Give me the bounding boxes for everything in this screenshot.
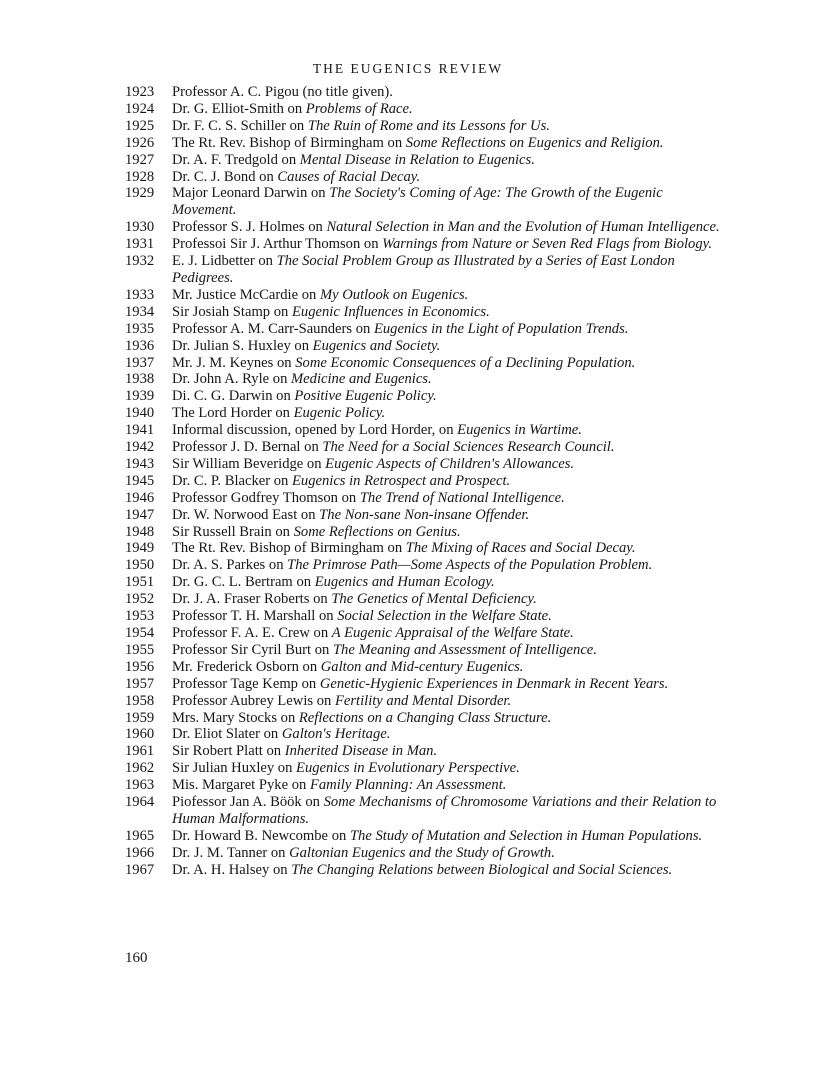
- entry-speaker: Dr. C. P. Blacker: [172, 472, 271, 489]
- entry-separator: on: [285, 117, 308, 134]
- entry-year: 1942: [125, 439, 155, 456]
- entry-title: Eugenics in Wartime.: [457, 422, 582, 439]
- list-item: [125, 371, 725, 388]
- list-item: [125, 726, 725, 743]
- list-item: [125, 152, 725, 169]
- entry-year: 1931: [125, 236, 155, 253]
- entry-year: 1939: [125, 388, 155, 405]
- entry-year: 1953: [125, 608, 155, 625]
- entry-speaker: Sir Josiah Stamp: [172, 303, 271, 320]
- entry-separator: on: [360, 236, 383, 253]
- entry-title: Problems of Race.: [305, 100, 413, 117]
- list-item: [125, 693, 725, 710]
- entry-text: [172, 355, 725, 372]
- entry-title: The Meaning and Assessment of Intelligence.: [332, 641, 597, 658]
- entry-title: The Mixing of Races and Social Decay.: [405, 540, 636, 557]
- entry-speaker: Dr. John A. Ryle: [172, 371, 270, 388]
- entry-separator: on: [270, 472, 292, 489]
- entry-separator: on: [269, 861, 292, 878]
- entry-text: [172, 659, 725, 676]
- list-item: [125, 794, 725, 828]
- entry-title: Some Mechanisms of Chromosome Variations and their Relation to Human Malformations.: [172, 794, 717, 827]
- entry-separator: on: [298, 658, 321, 675]
- entry-separator: on: [255, 168, 278, 185]
- entry-text: [172, 676, 725, 693]
- entry-separator: on: [303, 455, 326, 472]
- entry-title: Eugenics and Society.: [312, 337, 441, 354]
- entry-year: 1935: [125, 320, 155, 337]
- list-item: [125, 304, 725, 321]
- entry-title: Eugenics and Human Ecology.: [314, 574, 495, 591]
- entry-title: Causes of Racial Decay.: [277, 168, 421, 185]
- entry-year: 1933: [125, 286, 155, 303]
- entry-title: Some Economic Consequences of a Declining Population.: [295, 354, 636, 371]
- entry-text: [172, 557, 725, 574]
- entry-separator: on: [265, 557, 288, 574]
- entry-speaker: E. J. Lidbetter: [172, 253, 255, 270]
- list-item: [125, 490, 725, 507]
- entry-text: [172, 185, 725, 219]
- entry-separator: on: [383, 134, 406, 151]
- entry-text: [172, 253, 725, 287]
- entry-title: The Non-sane Non-insane Offender.: [319, 506, 530, 523]
- entry-year: 1956: [125, 658, 155, 675]
- entry-text: [172, 304, 725, 321]
- list-item: [125, 439, 725, 456]
- entry-text: [172, 507, 725, 524]
- entry-separator: on: [283, 100, 306, 117]
- entry-year: 1952: [125, 591, 155, 608]
- entry-year: 1961: [125, 743, 155, 760]
- entry-speaker: The Lord Horder: [172, 405, 272, 422]
- entry-speaker: Professor J. D. Bernal: [172, 439, 301, 456]
- entry-text: [172, 760, 725, 777]
- entry-speaker: Professor S. J. Holmes: [172, 219, 305, 236]
- entry-title: The Ruin of Rome and its Lessons for Us.: [307, 117, 550, 134]
- list-item: [125, 388, 725, 405]
- entry-text: [172, 524, 725, 541]
- entry-separator: on: [301, 794, 324, 811]
- entry-year: 1945: [125, 472, 155, 489]
- entry-speaker: Di. C. G. Darwin: [172, 388, 273, 405]
- entry-separator: on: [304, 219, 327, 236]
- entry-separator: on: [307, 185, 330, 202]
- entry-separator: on: [297, 506, 320, 523]
- entry-text: [172, 405, 725, 422]
- entry-year: 1923: [125, 84, 155, 100]
- entry-speaker: Professor Aubrey Lewis: [172, 692, 314, 709]
- entry-text: [172, 490, 725, 507]
- entry-separator: on: [309, 625, 332, 641]
- entry-separator: on: [254, 253, 277, 270]
- list-item: [125, 118, 725, 135]
- list-item: [125, 862, 725, 879]
- entry-speaker: Sir William Beveridge: [172, 455, 304, 472]
- entry-text: [172, 473, 725, 490]
- entry-title: Mental Disease in Relation to Eugenics.: [299, 151, 535, 168]
- entry-title: Natural Selection in Man and the Evolution of Human Intelligence.: [326, 219, 720, 236]
- list-item: [125, 777, 725, 794]
- entry-text: [172, 828, 725, 845]
- entry-text: [172, 219, 725, 236]
- entry-year: 1930: [125, 219, 155, 236]
- list-item: [125, 236, 725, 253]
- entry-speaker: Professor A. M. Carr-Saunders: [172, 320, 353, 337]
- entry-year: 1966: [125, 844, 155, 861]
- entry-title: Galtonian Eugenics and the Study of Growth.: [289, 844, 555, 861]
- list-item: [125, 625, 725, 642]
- entry-separator: on: [271, 523, 294, 540]
- entry-title: Medicine and Eugenics.: [291, 371, 432, 388]
- list-item: [125, 405, 725, 422]
- list-item: [125, 524, 725, 541]
- entry-separator: on: [273, 354, 296, 371]
- list-item: [125, 591, 725, 608]
- entry-title: Eugenic Aspects of Children's Allowances.: [325, 455, 575, 472]
- entry-separator: on: [270, 303, 292, 320]
- entry-year: 1925: [125, 117, 155, 134]
- list-item: [125, 253, 725, 287]
- entry-separator: on: [311, 641, 333, 658]
- entry-separator: on: [259, 726, 282, 743]
- entry-separator: on: [300, 439, 323, 456]
- entry-text: [172, 84, 725, 101]
- entry-text: [172, 371, 725, 388]
- entry-separator: on: [292, 574, 315, 591]
- entry-title: Eugenic Influences in Economics.: [292, 303, 490, 320]
- entry-title: Some Reflections on Eugenics and Religion.: [405, 134, 664, 151]
- entry-separator: on: [288, 777, 310, 794]
- entry-speaker: Mr. J. M. Keynes: [172, 354, 274, 371]
- entry-title: Eugenics in the Light of Population Trends.: [373, 320, 629, 337]
- list-item: [125, 507, 725, 524]
- entry-year: 1955: [125, 641, 155, 658]
- entry-text: [172, 862, 725, 879]
- entry-speaker: Sir Julian Huxley: [172, 760, 275, 777]
- entry-separator: on: [309, 591, 332, 608]
- list-item: [125, 185, 725, 219]
- entry-speaker: The Rt. Rev. Bishop of Birmingham: [172, 134, 384, 151]
- entry-title: A Eugenic Appraisal of the Welfare State.: [331, 625, 574, 641]
- list-item: [125, 84, 725, 101]
- entry-speaker: Dr. Eliot Slater: [172, 726, 260, 743]
- entry-speaker: Sir Robert Platt: [172, 743, 263, 760]
- entry-year: 1950: [125, 557, 155, 574]
- entry-text: [172, 794, 725, 828]
- entry-speaker: Dr. A. F. Tredgold: [172, 151, 278, 168]
- entry-speaker: Professoi Sir J. Arthur Thomson: [172, 236, 361, 253]
- entry-speaker: Dr. Howard B. Newcombe: [172, 827, 329, 844]
- entry-text: [172, 388, 725, 405]
- entry-text: [172, 574, 725, 591]
- entry-text: [172, 726, 725, 743]
- entry-text: [172, 591, 725, 608]
- entry-text: [172, 456, 725, 473]
- entry-year: 1957: [125, 675, 155, 692]
- entry-year: 1932: [125, 253, 155, 270]
- list-item: [125, 659, 725, 676]
- entry-year: 1934: [125, 303, 155, 320]
- entry-title: The Genetics of Mental Deficiency.: [331, 591, 537, 608]
- list-item: [125, 608, 725, 625]
- entry-title: Some Reflections on Genius.: [293, 523, 461, 540]
- entry-title: Fertility and Mental Disorder.: [334, 692, 512, 709]
- entry-speaker: Mis. Margaret Pyke: [172, 777, 289, 794]
- list-item: [125, 710, 725, 727]
- entry-separator: on: [297, 675, 320, 692]
- entry-separator: on: [271, 405, 294, 422]
- entry-year: 1947: [125, 506, 155, 523]
- entry-separator: on: [313, 692, 335, 709]
- entry-separator: on: [298, 286, 320, 303]
- list-item: [125, 135, 725, 152]
- entry-year: 1928: [125, 168, 155, 185]
- entry-separator: on: [352, 320, 374, 337]
- entry-year: 1941: [125, 422, 155, 439]
- entry-text: [172, 845, 725, 862]
- entry-text: [172, 642, 725, 659]
- entry-year: 1943: [125, 455, 155, 472]
- list-item: [125, 540, 725, 557]
- entry-speaker: Informal discussion, opened by Lord Horder,: [172, 422, 436, 439]
- entry-title: Reflections on a Changing Class Structure.: [298, 709, 552, 726]
- entry-title: The Society's Coming of Age: The Growth of the Eugenic Movement.: [172, 185, 663, 219]
- list-item: [125, 760, 725, 777]
- entry-year: 1951: [125, 574, 155, 591]
- entry-text: [172, 321, 725, 338]
- entry-speaker: Dr. Julian S. Huxley: [172, 337, 291, 354]
- entry-text: [172, 169, 725, 186]
- entry-title: Eugenic Policy.: [293, 405, 386, 422]
- entry-year: 1929: [125, 185, 155, 202]
- entry-speaker: Dr. A. S. Parkes: [172, 557, 266, 574]
- entry-speaker: Sir Russell Brain: [172, 523, 272, 540]
- entry-year: 1936: [125, 337, 155, 354]
- entry-year: 1924: [125, 100, 155, 117]
- entry-title: My Outlook on Eugenics.: [319, 286, 469, 303]
- list-item: [125, 828, 725, 845]
- list-item: [125, 845, 725, 862]
- entry-title: Eugenics in Retrospect and Prospect.: [291, 472, 511, 489]
- entry-title: The Need for a Social Sciences Research Council.: [322, 439, 615, 456]
- entry-title: Warnings from Nature or Seven Red Flags from Biology.: [382, 236, 712, 253]
- entry-year: 1967: [125, 861, 155, 878]
- entry-speaker: Mr. Frederick Osborn: [172, 658, 299, 675]
- entry-text: [172, 439, 725, 456]
- entry-speaker: Professor A. C. Pigou (no title given).: [172, 84, 393, 100]
- entry-separator: on: [290, 337, 313, 354]
- entry-text: [172, 118, 725, 135]
- page-number: 160: [125, 950, 148, 966]
- entry-text: [172, 236, 725, 253]
- entry-text: [172, 540, 725, 557]
- entry-separator: on: [274, 760, 297, 777]
- entry-speaker: Major Leonard Darwin: [172, 185, 308, 202]
- entry-year: 1962: [125, 760, 155, 777]
- entry-separator: on: [272, 388, 295, 405]
- entry-title: Family Planning: An Assessment.: [309, 777, 507, 794]
- entry-separator: on: [383, 540, 406, 557]
- entry-speaker: Dr. G. C. L. Bertram: [172, 574, 293, 591]
- entry-speaker: Dr. J. A. Fraser Roberts: [172, 591, 310, 608]
- lecture-list: [125, 84, 725, 879]
- entry-text: [172, 777, 725, 794]
- entry-text: [172, 152, 725, 169]
- entry-year: 1954: [125, 625, 155, 641]
- entry-text: [172, 710, 725, 727]
- entry-speaker: Dr. G. Elliot-Smith: [172, 100, 284, 117]
- entry-separator: on: [269, 371, 292, 388]
- entry-title: Social Selection in the Welfare State.: [337, 608, 552, 625]
- entry-speaker: Dr. C. J. Bond: [172, 168, 256, 185]
- entry-year: 1938: [125, 371, 155, 388]
- list-item: [125, 321, 725, 338]
- running-header: THE EUGENICS REVIEW: [312, 61, 504, 76]
- entry-text: [172, 101, 725, 118]
- entry-text: [172, 743, 725, 760]
- entry-speaker: Professor T. H. Marshall: [172, 608, 316, 625]
- list-item: [125, 169, 725, 186]
- entry-separator: on: [277, 151, 300, 168]
- entry-title: The Trend of National Intelligence.: [359, 489, 565, 506]
- list-item: [125, 287, 725, 304]
- entry-speaker: Professor F. A. E. Crew: [172, 625, 310, 641]
- entry-year: 1927: [125, 151, 155, 168]
- entry-title: Galton's Heritage.: [281, 726, 391, 743]
- entry-separator: on: [435, 422, 458, 439]
- entry-title: Eugenics in Evolutionary Perspective.: [296, 760, 520, 777]
- entry-speaker: Dr. W. Norwood East: [172, 506, 298, 523]
- entry-title: Galton and Mid-century Eugenics.: [320, 658, 524, 675]
- entry-title: The Changing Relations between Biological and Social Sciences.: [291, 861, 673, 878]
- entry-text: [172, 422, 725, 439]
- list-item: [125, 422, 725, 439]
- entry-title: Inherited Disease in Man.: [284, 743, 438, 760]
- entry-title: The Social Problem Group as Illustrated by a Series of East London Pedigrees.: [172, 253, 675, 286]
- entry-text: [172, 608, 725, 625]
- entry-year: 1963: [125, 777, 155, 794]
- entry-year: 1937: [125, 354, 155, 371]
- entry-year: 1948: [125, 523, 155, 540]
- entry-year: 1926: [125, 134, 155, 151]
- entry-speaker: Piofessor Jan A. Böök: [172, 794, 302, 811]
- list-item: [125, 574, 725, 591]
- entry-separator: on: [277, 709, 299, 726]
- entry-text: [172, 625, 725, 642]
- entry-speaker: Dr. J. M. Tanner: [172, 844, 268, 861]
- entry-year: 1959: [125, 709, 155, 726]
- entry-year: 1946: [125, 489, 155, 506]
- entry-title: Positive Eugenic Policy.: [294, 388, 437, 405]
- entry-year: 1960: [125, 726, 155, 743]
- entry-text: [172, 338, 725, 355]
- entry-speaker: Dr. A. H. Halsey: [172, 861, 270, 878]
- list-item: [125, 743, 725, 760]
- entry-separator: on: [267, 844, 290, 861]
- entry-year: 1958: [125, 692, 155, 709]
- entry-title: Genetic-Hygienic Experiences in Denmark in Recent Years.: [319, 675, 669, 692]
- entry-text: [172, 287, 725, 304]
- entry-separator: on: [337, 489, 360, 506]
- entry-separator: on: [315, 608, 338, 625]
- entry-speaker: Mrs. Mary Stocks: [172, 709, 277, 726]
- entry-separator: on: [262, 743, 285, 760]
- list-item: [125, 338, 725, 355]
- entry-title: The Study of Mutation and Selection in Human Populations.: [349, 827, 703, 844]
- entry-title: The Primrose Path—Some Aspects of the Population Problem.: [287, 557, 653, 574]
- entry-speaker: Professor Tage Kemp: [172, 675, 298, 692]
- entry-year: 1940: [125, 405, 155, 422]
- list-item: [125, 557, 725, 574]
- list-item: [125, 456, 725, 473]
- list-item: [125, 642, 725, 659]
- entry-speaker: Professor Sir Cyril Burt: [172, 641, 312, 658]
- list-item: [125, 676, 725, 693]
- entry-year: 1964: [125, 794, 155, 811]
- entry-text: [172, 135, 725, 152]
- entry-speaker: Dr. F. C. S. Schiller: [172, 117, 286, 134]
- entry-year: 1965: [125, 827, 155, 844]
- entry-year: 1949: [125, 540, 155, 557]
- entry-speaker: The Rt. Rev. Bishop of Birmingham: [172, 540, 384, 557]
- entry-text: [172, 693, 725, 710]
- entry-speaker: Mr. Justice McCardie: [172, 286, 299, 303]
- list-item: [125, 355, 725, 372]
- entry-separator: on: [328, 827, 350, 844]
- list-item: [125, 219, 725, 236]
- list-item: [125, 101, 725, 118]
- list-item: [125, 473, 725, 490]
- entry-speaker: Professor Godfrey Thomson: [172, 489, 338, 506]
